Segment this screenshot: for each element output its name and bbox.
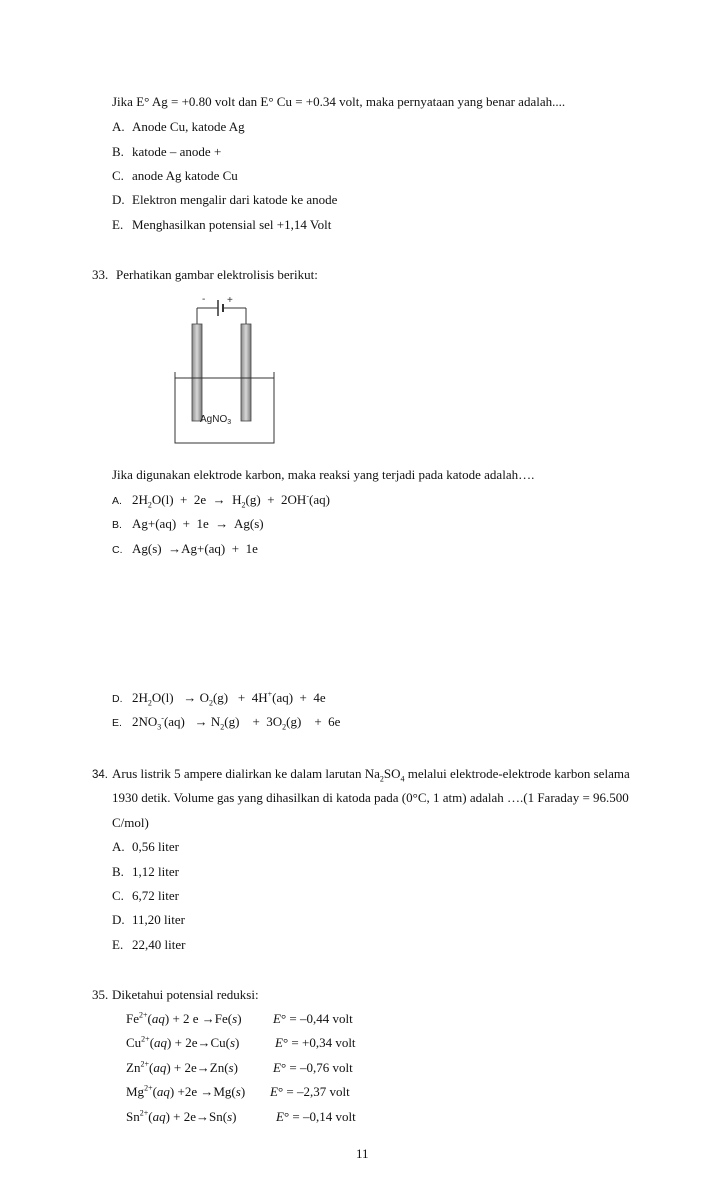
option-label: D. <box>112 192 125 207</box>
q34-text: melalui elektrode-elektrode karbon selama <box>404 766 630 781</box>
q34-option-e <box>112 937 185 953</box>
option-text: Menghasilkan potensial sel +1,14 Volt <box>132 217 332 232</box>
q33-option-b <box>112 516 264 533</box>
q33-option-a <box>112 492 330 509</box>
q34-line-1: 34. Arus listrik 5 ampere dialirkan ke dalam larutan $Na_2SO_4$ melalui elektrode-elektrode karbon selama <box>92 766 630 784</box>
q33-stem-line <box>92 267 318 283</box>
ion-symbol: Cu <box>126 1035 142 1050</box>
potential-sn: E° = –0,14 volt <box>276 1109 356 1124</box>
option-label: C. <box>112 888 124 903</box>
ion-symbol: Zn <box>126 1060 141 1075</box>
negative-sign: - <box>202 294 206 305</box>
option-label: E. <box>112 937 124 952</box>
q34-option-c <box>112 888 179 904</box>
positive-sign: + <box>227 295 233 306</box>
reduction-zn: $Zn^{2+}(aq) + 2e\to Zn(s)$ <box>126 1059 238 1075</box>
q32-option-b <box>112 144 221 160</box>
potential-zn: E° = –0,76 volt <box>273 1060 353 1075</box>
q34-option-b <box>112 864 179 880</box>
potential-fe: E° = –0,44 volt <box>273 1011 353 1026</box>
option-equation: $2H_2O(l) + 2e \to H_2(g) + 2OH^-(aq)$ <box>132 491 330 510</box>
potential-value: +0,34 volt <box>301 1035 356 1050</box>
q34-option-d <box>112 912 185 928</box>
anode-electrode <box>241 324 251 421</box>
reduction-sn: $Sn^{2+}(aq) + 2e\to Sn(s)$ <box>126 1108 237 1124</box>
product-symbol: Fe <box>214 1011 228 1026</box>
q34-text: SO <box>383 766 401 781</box>
potential-value: –0,14 volt <box>302 1109 356 1124</box>
reduction-mg: $Mg^{2+}(aq) +2e \to Mg(s)$ <box>126 1083 246 1099</box>
option-label: C. <box>112 168 124 183</box>
option-equation: $2H_2O(l) \to O_2(g) + 4H^+(aq) + 4e$ <box>132 689 326 708</box>
option-label: E. <box>112 717 122 729</box>
container <box>175 372 274 443</box>
product-symbol: Mg <box>213 1084 232 1099</box>
option-text: anode Ag katode Cu <box>132 168 238 183</box>
option-label: A. <box>112 495 122 507</box>
q34-line-3: C/mol) <box>112 815 149 830</box>
q33-stem: Perhatikan gambar elektrolisis berikut: <box>116 267 318 282</box>
solution-label: AgNO$_3$ <box>200 414 232 426</box>
electrolysis-figure <box>150 288 290 448</box>
ion-symbol: Mg <box>126 1084 145 1099</box>
q33-option-e <box>112 714 340 731</box>
q33-question: Jika digunakan elektrode karbon, maka reaksi yang terjadi pada katode adalah…. <box>112 467 535 482</box>
option-label: D. <box>112 693 123 705</box>
option-text: 22,40 liter <box>132 937 186 952</box>
ion-symbol: Sn <box>126 1109 140 1124</box>
potential-mg: E° = –2,37 volt <box>270 1084 350 1099</box>
option-text: Anode Cu, katode Ag <box>132 119 245 134</box>
cathode-electrode <box>192 324 202 421</box>
potential-value: –0,76 volt <box>299 1060 353 1075</box>
option-text: 0,56 liter <box>132 839 179 854</box>
option-label: E. <box>112 217 124 232</box>
q32-option-e <box>112 217 331 233</box>
option-text: 6,72 liter <box>132 888 179 903</box>
potential-cu: E° = +0,34 volt <box>275 1035 356 1050</box>
q35-stem-line <box>92 987 259 1003</box>
option-label: C. <box>112 544 123 556</box>
product-symbol: Sn <box>209 1109 223 1124</box>
ion-symbol: Fe <box>126 1011 139 1026</box>
option-label: A. <box>112 839 125 854</box>
option-equation: Ag+(aq) + 1e → Ag(s) <box>132 516 264 531</box>
q34-text: Arus listrik 5 ampere dialirkan ke dalam larutan Na <box>112 766 380 781</box>
question-number: 35. <box>92 987 109 1002</box>
option-label: B. <box>112 864 124 879</box>
q34-option-a <box>112 839 179 855</box>
option-label: A. <box>112 119 125 134</box>
q33-option-c <box>112 541 258 558</box>
potential-value: –0,44 volt <box>299 1011 353 1026</box>
potential-value: –2,37 volt <box>296 1084 350 1099</box>
option-equation: Ag(s) →Ag+(aq) + 1e <box>132 541 258 556</box>
question-number: 34. <box>92 769 108 781</box>
q35-stem: Diketahui potensial reduksi: <box>112 987 259 1002</box>
option-text: 11,20 liter <box>132 912 185 927</box>
q32-option-c <box>112 168 238 184</box>
q34-line-2: 1930 detik. Volume gas yang dihasilkan di katoda pada (0°C, 1 atm) adalah ….(1 Faraday = 96.500 <box>112 790 629 805</box>
page-number: 11 <box>356 1146 369 1161</box>
q33-option-d <box>112 690 326 707</box>
product-symbol: Cu <box>210 1035 226 1050</box>
q32-stem: Jika E° Ag = +0.80 volt dan E° Cu = +0.34 volt, maka pernyataan yang benar adalah.... <box>112 94 566 109</box>
reduction-cu: $Cu^{2+}(aq) + 2e\to Cu(s)$ <box>126 1034 240 1050</box>
option-equation: $2NO_3^-(aq) \to N_2(g)$ + $3O_2(g)$ + 6e <box>132 713 341 732</box>
option-label: B. <box>112 144 124 159</box>
reduction-fe: $Fe^{2+}(aq) + 2$ e →Fe(s) <box>126 1010 242 1026</box>
option-text: Elektron mengalir dari katode ke anode <box>132 192 338 207</box>
option-text: 1,12 liter <box>132 864 179 879</box>
q32-option-a <box>112 119 245 135</box>
question-number: 33. <box>92 267 109 282</box>
q32-option-d <box>112 192 337 208</box>
product-symbol: Zn <box>209 1060 225 1075</box>
option-label: D. <box>112 912 125 927</box>
option-text: katode – anode + <box>132 144 222 159</box>
option-label: B. <box>112 519 122 531</box>
